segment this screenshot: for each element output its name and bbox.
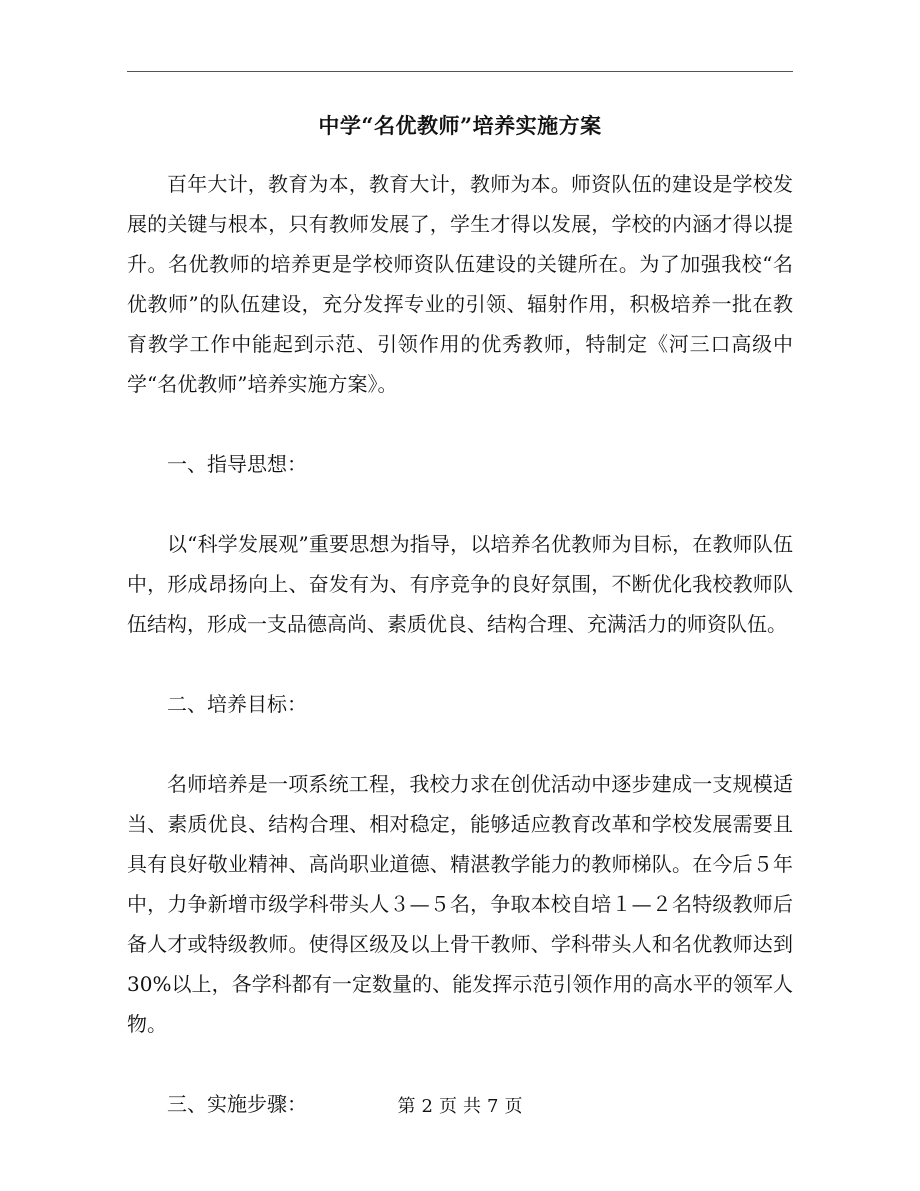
document-body bbox=[127, 164, 793, 1124]
section-heading-implementation-steps: 三、实施步骤： bbox=[167, 1092, 307, 1116]
footer-page-label: 第 bbox=[397, 1096, 416, 1117]
section-heading-guiding-ideology: 一、指导思想： bbox=[167, 452, 307, 476]
page-title: 中学“名优教师”培养实施方案 bbox=[318, 113, 602, 138]
section-body-training-goals: 名师培养是一项系统工程，我校力求在创优活动中逐步建成一支规模适当、素质优良、结构合理、相对稳定，能够适应教育改革和学校发展需要且具有良好敬业精神、高尚职业道德、精湛教学能力的教师梯队。在今后５年中，力争新增市级学科带头人３—５名，争取本校自培１—２名特级教师后备人才或特级教师。使得区级及以上骨干教师、学科带头人和名优教师达到30%以上，各学科都有一定数量的、能发挥示范引领作用的高水平的领军人物。 bbox=[127, 772, 793, 1036]
page-footer bbox=[0, 1092, 920, 1122]
section-body-guiding-ideology: 以“科学发展观”重要思想为指导，以培养名优教师为目标，在教师队伍中，形成昂扬向上、奋发有为、有序竞争的良好氛围，不断优化我校教师队伍结构，形成一支品德高尚、素质优良、结构合理、充满活力的师资队伍。 bbox=[127, 532, 793, 636]
intro-paragraph: 百年大计，教育为本，教育大计，教师为本。师资队伍的建设是学校发展的关键与根本，只有教师发展了，学生才得以发展，学校的内涵才得以提升。名优教师的培养更是学校师资队伍建设的关键所在。为了加强我校“名优教师”的队伍建设，充分发挥专业的引领、辐射作用，积极培养一批在教育教学工作中能起到示范、引领作用的优秀教师，特制定《河三口高级中学“名优教师”培养实施方案》。 bbox=[127, 172, 793, 396]
footer-page-unit: 页 bbox=[439, 1096, 457, 1117]
section-heading-training-goals: 二、培养目标： bbox=[167, 692, 307, 716]
footer-total-unit: 页 bbox=[504, 1096, 523, 1117]
footer-total-pages: 7 bbox=[487, 1096, 499, 1117]
footer-current-page: 2 bbox=[421, 1096, 433, 1117]
header-rule bbox=[127, 71, 793, 72]
footer-total-label: 共 bbox=[463, 1096, 481, 1117]
